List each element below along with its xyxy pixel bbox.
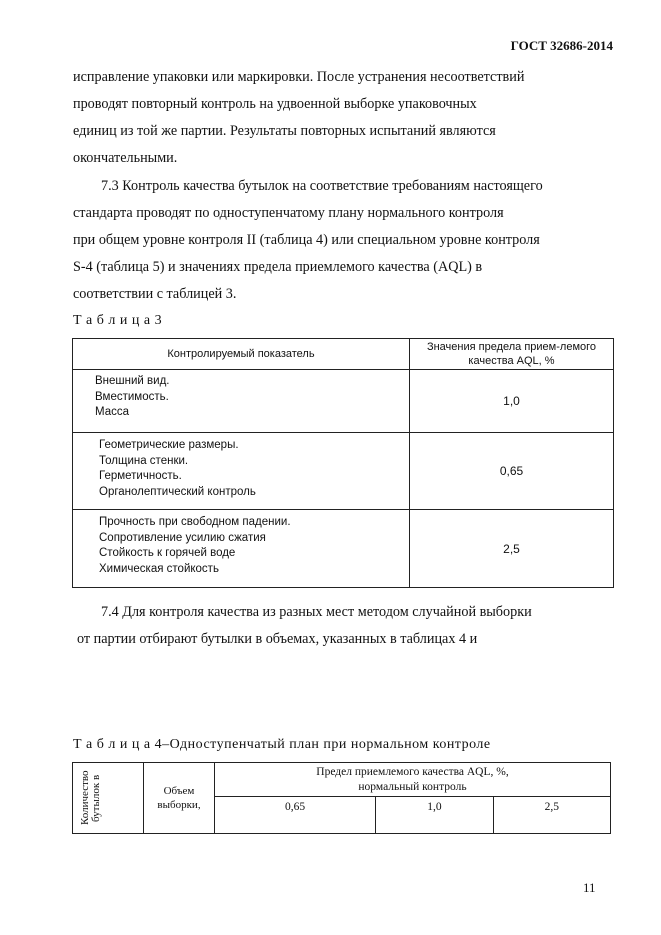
text-line: единиц из той же партии. Результаты повторных испытаний являются bbox=[73, 123, 496, 139]
table4-caption: Т а б л и ц а 4–Одноступенчатый план при нормальном контроле bbox=[73, 737, 491, 752]
indicator: Стойкость к горячей воде bbox=[99, 547, 236, 559]
aql-group-label: Предел приемлемого качества AQL, %, bbox=[316, 765, 509, 778]
text-line: S-4 (таблица 5) и значениях предела приемлемого качества (AQL) в bbox=[73, 259, 483, 275]
quantity-column-header bbox=[73, 763, 144, 834]
table-row bbox=[73, 370, 614, 433]
indicator-list bbox=[73, 370, 410, 433]
text-line: от партии отбирают бутылки в объемах, указанных в таблицах 4 и bbox=[77, 631, 478, 647]
indicator: Вместимость. bbox=[95, 390, 169, 403]
aql-value: 2,5 bbox=[409, 510, 613, 588]
table3-caption: Т а б л и ц а 3 bbox=[73, 313, 163, 328]
aql-column-header: 2,5 bbox=[493, 797, 610, 834]
indicator: Сопротивление усилию сжатия bbox=[99, 531, 266, 544]
indicator: Геометрические размеры. bbox=[99, 439, 239, 451]
table-row bbox=[73, 433, 614, 510]
paragraph-7-3 bbox=[73, 173, 615, 308]
indicator: Толщина стенки. bbox=[99, 454, 189, 467]
sample-size-label: выборки, bbox=[157, 799, 201, 811]
indicator: Органолептический контроль bbox=[99, 485, 256, 498]
text-line: исправление упаковки или маркировки. После устранения несоответствий bbox=[73, 69, 525, 85]
table-3 bbox=[72, 338, 614, 588]
text-line: стандарта проводят по одноступенчатому плану нормального контроля bbox=[73, 205, 504, 221]
text-line: при общем уровне контроля II (таблица 4) или специальном уровне контроля bbox=[73, 232, 540, 248]
indicator: Химическая стойкость bbox=[99, 562, 219, 575]
table-header-row bbox=[73, 339, 614, 370]
aql-column-header: 0,65 bbox=[215, 797, 376, 834]
paragraph-7-4 bbox=[73, 599, 615, 653]
paragraph-continuation bbox=[73, 64, 615, 172]
table-4 bbox=[72, 762, 611, 834]
page-number: 11 bbox=[583, 880, 596, 895]
aql-value: 1,0 bbox=[409, 370, 613, 433]
column-header: Значения предела прием-лемого качества AQL, % bbox=[409, 339, 613, 370]
indicator-list bbox=[73, 510, 410, 588]
text-line: 7.4 Для контроля качества из разных мест методом случайной выборки bbox=[101, 604, 532, 620]
text-line: соответствии с таблицей 3. bbox=[73, 286, 237, 302]
indicator: Герметичность. bbox=[99, 470, 182, 482]
indicator: Прочность при свободном падении. bbox=[99, 516, 291, 528]
table-header-row bbox=[73, 763, 611, 797]
table-row bbox=[73, 510, 614, 588]
text-line: 7.3 Контроль качества бутылок на соответствие требованиям настоящего bbox=[101, 178, 543, 194]
quantity-label: Количество бутылок в bbox=[79, 770, 102, 826]
aql-group-label: нормальный контроль bbox=[358, 780, 467, 793]
aql-value: 0,65 bbox=[409, 433, 613, 510]
aql-column-header: 1,0 bbox=[376, 797, 493, 834]
column-header: Контролируемый показатель bbox=[73, 339, 410, 370]
text-line: окончательными. bbox=[73, 150, 178, 166]
indicator: Масса bbox=[95, 406, 130, 418]
aql-group-header bbox=[215, 763, 611, 797]
text-line: проводят повторный контроль на удвоенной выборке упаковочных bbox=[73, 96, 477, 112]
sample-size-header bbox=[144, 763, 215, 834]
indicator-list bbox=[73, 433, 410, 510]
document-id: ГОСТ 32686-2014 bbox=[510, 38, 613, 53]
sample-size-label: Объем bbox=[163, 785, 195, 797]
indicator: Внешний вид. bbox=[95, 375, 170, 387]
